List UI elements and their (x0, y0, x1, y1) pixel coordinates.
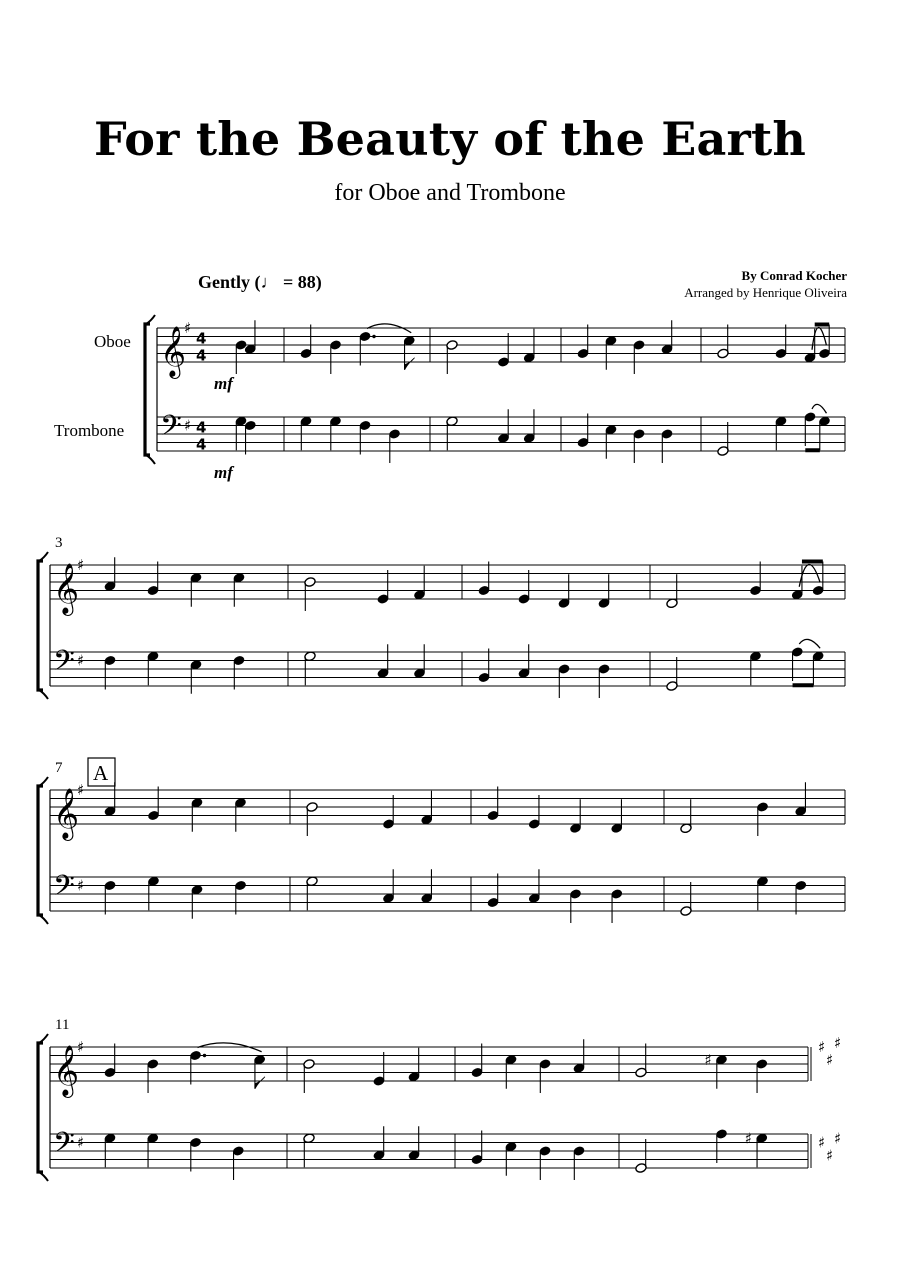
system-bracket (38, 786, 43, 915)
time-signature-denominator: 4 (196, 435, 207, 454)
key-signature-sharp: ♯ (77, 876, 85, 895)
bass-clef-icon: 𝄢 (53, 869, 75, 910)
treble-clef-icon: 𝄞 (53, 787, 80, 839)
measure-number: 7 (55, 760, 63, 776)
bracket-hook-bottom (146, 455, 155, 464)
key-signature-sharp: ♯ (77, 1038, 85, 1056)
tempo-marking: Gently (♩ = 88) (198, 272, 322, 292)
key-change-sharp: ♯ (818, 1038, 826, 1056)
accidental-sharp: ♯ (704, 1050, 712, 1069)
key-change-sharp: ♯ (834, 1129, 842, 1148)
bass-clef-icon: 𝄢 (160, 409, 182, 450)
time-signature-denominator: 4 (196, 346, 207, 365)
dynamic-mf-trombone: mf (214, 463, 233, 482)
key-signature-sharp: ♯ (184, 319, 192, 337)
key-change-sharp: ♯ (834, 1033, 842, 1052)
eighth-flag (255, 1077, 265, 1089)
key-change-sharp: ♯ (826, 1050, 834, 1069)
key-signature-sharp: ♯ (77, 556, 85, 574)
key-signature-sharp: ♯ (77, 651, 85, 670)
system-bracket (38, 561, 43, 690)
bracket-hook-bottom (39, 915, 48, 924)
system-bracket (145, 324, 150, 455)
measure-number: 3 (55, 535, 63, 551)
piece-subtitle: for Oboe and Trombone (334, 180, 566, 206)
bass-clef-icon: 𝄢 (53, 1126, 75, 1167)
key-signature-sharp: ♯ (77, 781, 85, 799)
instrument-label-trombone: Trombone (54, 421, 125, 440)
dynamic-mf-oboe: mf (214, 374, 233, 393)
measure-number: 11 (55, 1017, 70, 1033)
key-change-sharp: ♯ (818, 1133, 826, 1152)
instrument-label-oboe: Oboe (94, 332, 131, 351)
bracket-hook-top (39, 777, 48, 786)
key-change-sharp: ♯ (826, 1146, 834, 1165)
bracket-hook-top (39, 1034, 48, 1043)
time-signature-numerator: 4 (196, 418, 207, 437)
augmentation-dot (203, 1054, 206, 1057)
treble-clef-icon: 𝄞 (160, 325, 187, 377)
system-bracket (38, 1043, 43, 1172)
slur (812, 404, 827, 413)
bracket-hook-top (146, 315, 155, 324)
rehearsal-mark: A (93, 761, 109, 785)
bracket-hook-bottom (39, 1172, 48, 1181)
bracket-hook-bottom (39, 690, 48, 699)
composer-credit: By Conrad Kocher (741, 268, 847, 283)
slur (799, 639, 820, 648)
key-signature-sharp: ♯ (184, 416, 192, 435)
augmentation-dot (372, 335, 375, 338)
arranger-credit: Arranged by Henrique Oliveira (684, 285, 847, 300)
key-signature-sharp: ♯ (77, 1133, 85, 1152)
accidental-sharp: ♯ (744, 1129, 753, 1148)
bracket-hook-top (39, 552, 48, 561)
eighth-flag (405, 358, 415, 370)
treble-clef-icon: 𝄞 (53, 1044, 80, 1096)
piece-title: For the Beauty of the Earth (93, 112, 807, 166)
bass-clef-icon: 𝄢 (53, 644, 75, 685)
treble-clef-icon: 𝄞 (53, 562, 80, 614)
time-signature-numerator: 4 (196, 329, 207, 348)
